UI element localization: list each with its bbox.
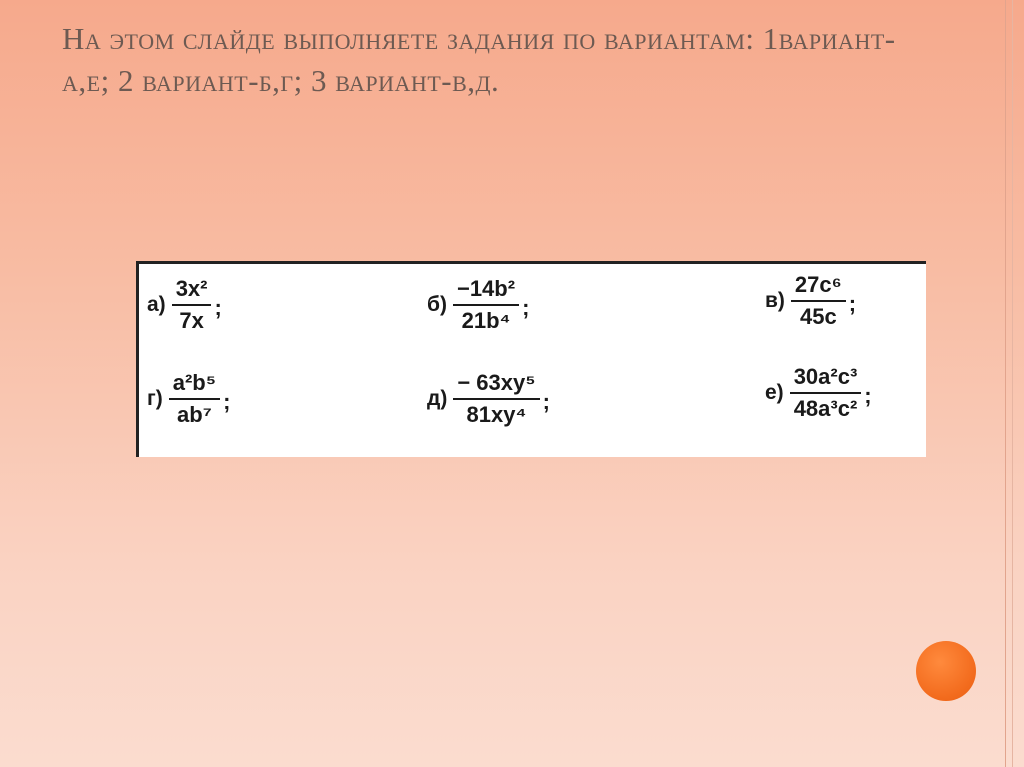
frame-line [1012,0,1013,767]
fraction [453,370,539,428]
task-label: в) [765,289,785,312]
fraction-numerator: − 63xy⁵ [453,370,539,400]
decorative-circle [916,641,976,701]
task-v [765,272,856,330]
fraction-numerator: 3x² [172,276,212,306]
fraction [790,364,862,422]
fraction [791,272,846,330]
task-b [427,276,529,334]
task-label: е) [765,381,784,404]
fraction-numerator: a²b⁵ [169,370,220,400]
task-label: б) [427,293,447,316]
separator: ; [864,383,872,408]
separator: ; [848,291,857,316]
task-g [147,370,230,428]
fraction [453,276,519,334]
fraction-denominator: 7x [179,308,204,333]
fraction-numerator: 27c⁶ [791,272,846,302]
frame-line [1005,0,1006,767]
separator: ; [223,389,231,414]
fraction-denominator: 45c [799,304,837,329]
fraction-denominator: 48a³c² [793,396,858,421]
task-a [147,276,222,334]
task-label: а) [147,293,166,316]
separator: ; [214,295,222,320]
slide-title: На этом слайде выполняете задания по вариантам: 1вариант-а,е; 2 вариант-б,г; 3 вариант-в,д. [62,21,896,98]
separator: ; [542,389,550,414]
fraction [169,370,220,428]
fraction-numerator: −14b² [453,276,519,306]
separator: ; [522,295,530,320]
tasks-image [136,261,926,457]
task-label: д) [427,387,448,410]
fraction-denominator: 81xy⁴ [466,402,527,427]
task-label: г) [147,387,163,410]
fraction [172,276,212,334]
task-e [765,364,872,422]
fraction-numerator: 30a²c³ [790,364,862,394]
task-d [427,370,550,428]
fraction-denominator: 21b⁴ [461,308,511,333]
fraction-denominator: ab⁷ [177,402,212,427]
